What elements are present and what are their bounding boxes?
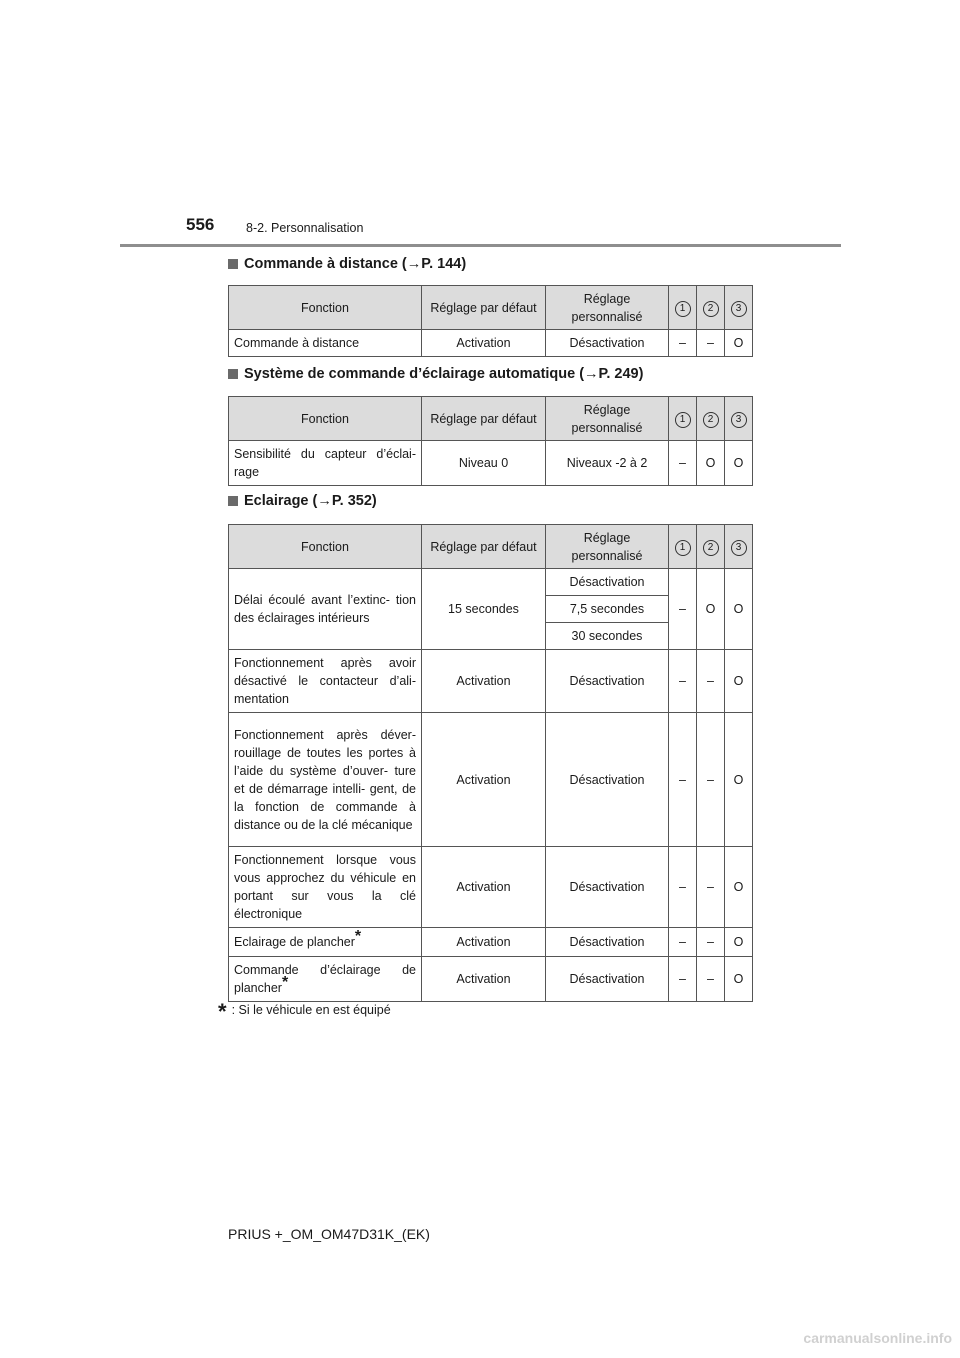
section-title: 8-2. Personnalisation: [246, 221, 364, 235]
table-row: [229, 713, 753, 847]
cell-custom: Désactivation: [546, 847, 669, 928]
cell-custom: Désactivation: [546, 330, 669, 357]
function-text: Eclairage de plancher: [234, 935, 355, 949]
cell-custom: Désactivation: [546, 928, 669, 957]
cell-c3: O: [725, 713, 753, 847]
square-bullet-icon: [228, 259, 238, 269]
header-function: Fonction: [229, 525, 422, 569]
cell-c2: –: [697, 957, 725, 1002]
cell-function: Sensibilité du capteur d’éclai- rage: [229, 441, 422, 486]
cell-c1: –: [669, 847, 697, 928]
cell-function: [229, 928, 422, 957]
circled-1-icon: 1: [675, 412, 691, 428]
cell-function: Fonctionnement lorsque vous vous approchez du véhicule en portant sur vous la clé électronique: [229, 847, 422, 928]
function-text: Commande d’éclairage de plancher: [234, 963, 416, 995]
cell-function: Fonctionnement après déver- rouillage de toutes les portes à l’aide du système d’ouver- ture et de démarrage intelli- gent, de la fonction de commande à distance ou de la clé mécanique: [229, 713, 422, 847]
cell-c1: –: [669, 441, 697, 486]
heading-text: Eclairage (→P. 352): [244, 493, 377, 509]
heading-text: Système de commande d’éclairage automatique (→P. 249): [244, 366, 644, 382]
cell-c3: O: [725, 330, 753, 357]
cell-default: Activation: [422, 713, 546, 847]
circled-3-icon: 3: [731, 301, 747, 317]
table-row: [229, 441, 753, 486]
asterisk-icon: *: [218, 999, 227, 1024]
header-custom: Réglage personnalisé: [546, 525, 669, 569]
circled-2-icon: 2: [703, 540, 719, 556]
cell-default: Activation: [422, 330, 546, 357]
cell-function: [229, 957, 422, 1002]
cell-c2: –: [697, 713, 725, 847]
table-row: [229, 569, 753, 596]
table-auto-light: [228, 396, 753, 486]
header-custom: Réglage personnalisé: [546, 286, 669, 330]
header-default: Réglage par défaut: [422, 286, 546, 330]
cell-custom: Niveaux -2 à 2: [546, 441, 669, 486]
cell-c3: O: [725, 569, 753, 650]
cell-c3: O: [725, 847, 753, 928]
cell-custom-option: 7,5 secondes: [546, 596, 669, 623]
cell-c1: –: [669, 569, 697, 650]
cell-c2: O: [697, 441, 725, 486]
header-default: Réglage par défaut: [422, 397, 546, 441]
square-bullet-icon: [228, 496, 238, 506]
cell-c2: –: [697, 330, 725, 357]
table-row: [229, 847, 753, 928]
circled-2-icon: 2: [703, 412, 719, 428]
cell-c1: –: [669, 330, 697, 357]
header-function: Fonction: [229, 397, 422, 441]
circled-1-icon: 1: [675, 540, 691, 556]
cell-default: Activation: [422, 847, 546, 928]
cell-c1: –: [669, 650, 697, 713]
cell-default: Activation: [422, 928, 546, 957]
cell-c3: O: [725, 928, 753, 957]
footnote-marker: *: [281, 973, 289, 991]
cell-custom-option: Désactivation: [546, 569, 669, 596]
circled-3-icon: 3: [731, 412, 747, 428]
table-lighting: [228, 524, 753, 1002]
cell-custom: Désactivation: [546, 650, 669, 713]
circled-1-icon: 1: [675, 301, 691, 317]
header-default: Réglage par défaut: [422, 525, 546, 569]
footnote-marker: *: [354, 927, 362, 945]
cell-custom: Désactivation: [546, 957, 669, 1002]
cell-c2: O: [697, 569, 725, 650]
table-row: [229, 650, 753, 713]
cell-default: Niveau 0: [422, 441, 546, 486]
cell-function: Commande à distance: [229, 330, 422, 357]
cell-function: Fonctionnement après avoir désactivé le contacteur d’ali- mentation: [229, 650, 422, 713]
table-row: [229, 330, 753, 357]
cell-c2: –: [697, 928, 725, 957]
table-row: [229, 928, 753, 957]
footnote-text: : Si le véhicule en est équipé: [231, 1003, 391, 1017]
cell-c3: O: [725, 957, 753, 1002]
cell-c3: O: [725, 650, 753, 713]
cell-c2: –: [697, 847, 725, 928]
circled-2-icon: 2: [703, 301, 719, 317]
header-divider: [120, 244, 841, 247]
heading-text: Commande à distance (→P. 144): [244, 256, 467, 272]
footnote: [218, 999, 391, 1024]
cell-default: Activation: [422, 650, 546, 713]
section-heading-remote: [228, 256, 466, 272]
watermark: carmanualsonline.info: [803, 1330, 952, 1346]
cell-c1: –: [669, 928, 697, 957]
cell-c1: –: [669, 957, 697, 1002]
cell-default: 15 secondes: [422, 569, 546, 650]
document-code: PRIUS +_OM_OM47D31K_(EK): [228, 1226, 430, 1242]
cell-c1: –: [669, 713, 697, 847]
header-custom: Réglage personnalisé: [546, 397, 669, 441]
cell-custom: Désactivation: [546, 713, 669, 847]
section-heading-lighting: [228, 493, 377, 509]
header-function: Fonction: [229, 286, 422, 330]
table-remote: [228, 285, 753, 357]
cell-c2: –: [697, 650, 725, 713]
cell-function: Délai écoulé avant l’extinc- tion des éclairages intérieurs: [229, 569, 422, 650]
square-bullet-icon: [228, 369, 238, 379]
circled-3-icon: 3: [731, 540, 747, 556]
section-heading-auto-light: [228, 366, 643, 382]
cell-c3: O: [725, 441, 753, 486]
page-number: 556: [186, 215, 215, 234]
cell-custom-option: 30 secondes: [546, 623, 669, 650]
cell-default: Activation: [422, 957, 546, 1002]
table-row: [229, 957, 753, 1002]
